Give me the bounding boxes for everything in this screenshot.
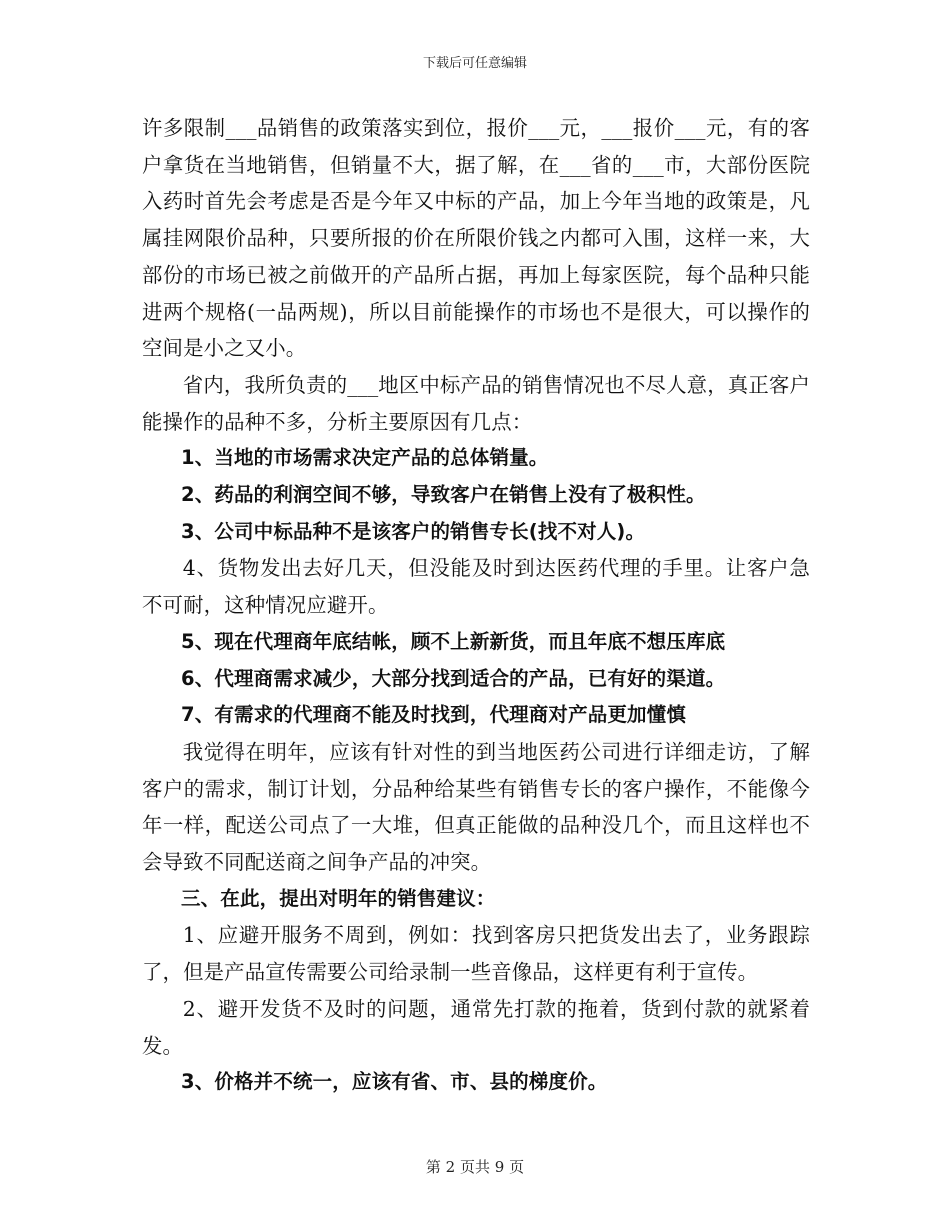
reason-3: 3、公司中标品种不是该客户的销售专长(找不对人)。 xyxy=(181,519,646,543)
section-heading-suggestions: 三、在此，提出对明年的销售建议： xyxy=(181,886,496,910)
reason-7: 7、有需求的代理商不能及时找到，代理商对产品更加懂慎 xyxy=(181,703,686,727)
reason-2: 2、药品的利润空间不够，导致客户在销售上没有了极积性。 xyxy=(181,483,706,507)
document-body xyxy=(142,110,810,1101)
paragraph-next-year-plan: 我觉得在明年，应该有针对性的到当地医药公司进行详细走访，了解客户的需求，制订计划，分品种给某些有销售专长的客户操作，不能像今年一样，配送公司点了一大堆，但真正能做的品种没几个，而且这样也不会导致不同配送商之间争产品的冲突。 xyxy=(142,739,810,875)
reason-1: 1、当地的市场需求决定产品的总体销量。 xyxy=(181,446,549,470)
page-header: 下载后可任意编辑 xyxy=(422,56,527,71)
suggestion-2: 2、避开发货不及时的问题，通常先打款的拖着，货到付款的就紧着发。 xyxy=(142,996,810,1058)
page-footer: 第 2 页共 9 页 xyxy=(425,1158,525,1176)
reason-4: 4、货物发出去好几天，但没能及时到达医药代理的手里。让客户急不可耐，这种情况应避开。 xyxy=(142,556,810,618)
suggestion-3: 3、价格并不统一，应该有省、市、县的梯度价。 xyxy=(181,1070,608,1094)
reason-5: 5、现在代理商年底结帐，顾不上新新货，而且年底不想压库底 xyxy=(181,629,726,653)
paragraph-restrictions: 许多限制___品销售的政策落实到位，报价___元，___报价___元，有的客户拿货在当地销售，但销量不大，据了解，在___省的___市，大部份医院入药时首先会考虑是否是今年又中标的产品，加上今年当地的政策是，凡属挂网限价品种，只要所报的价在所限价钱之内都可入围，这样一来，大部份的市场已被之前做开的产品所占据，再加上每家医院，每个品种只能进两个规格(一品两规)，所以目前能操作的市场也不是很大，可以操作的空间是小之又小。 xyxy=(142,116,810,361)
reason-6: 6、代理商需求减少，大部分找到适合的产品，已有好的渠道。 xyxy=(181,666,726,690)
paragraph-province-sales: 省内，我所负责的___地区中标产品的销售情况也不尽人意，真正客户能操作的品种不多，分析主要原因有几点： xyxy=(142,372,810,434)
suggestion-1: 1、应避开服务不周到，例如：找到客房只把货发出去了，业务跟踪了，但是产品宣传需要公司给录制一些音像品，这样更有利于宣传。 xyxy=(142,923,810,985)
